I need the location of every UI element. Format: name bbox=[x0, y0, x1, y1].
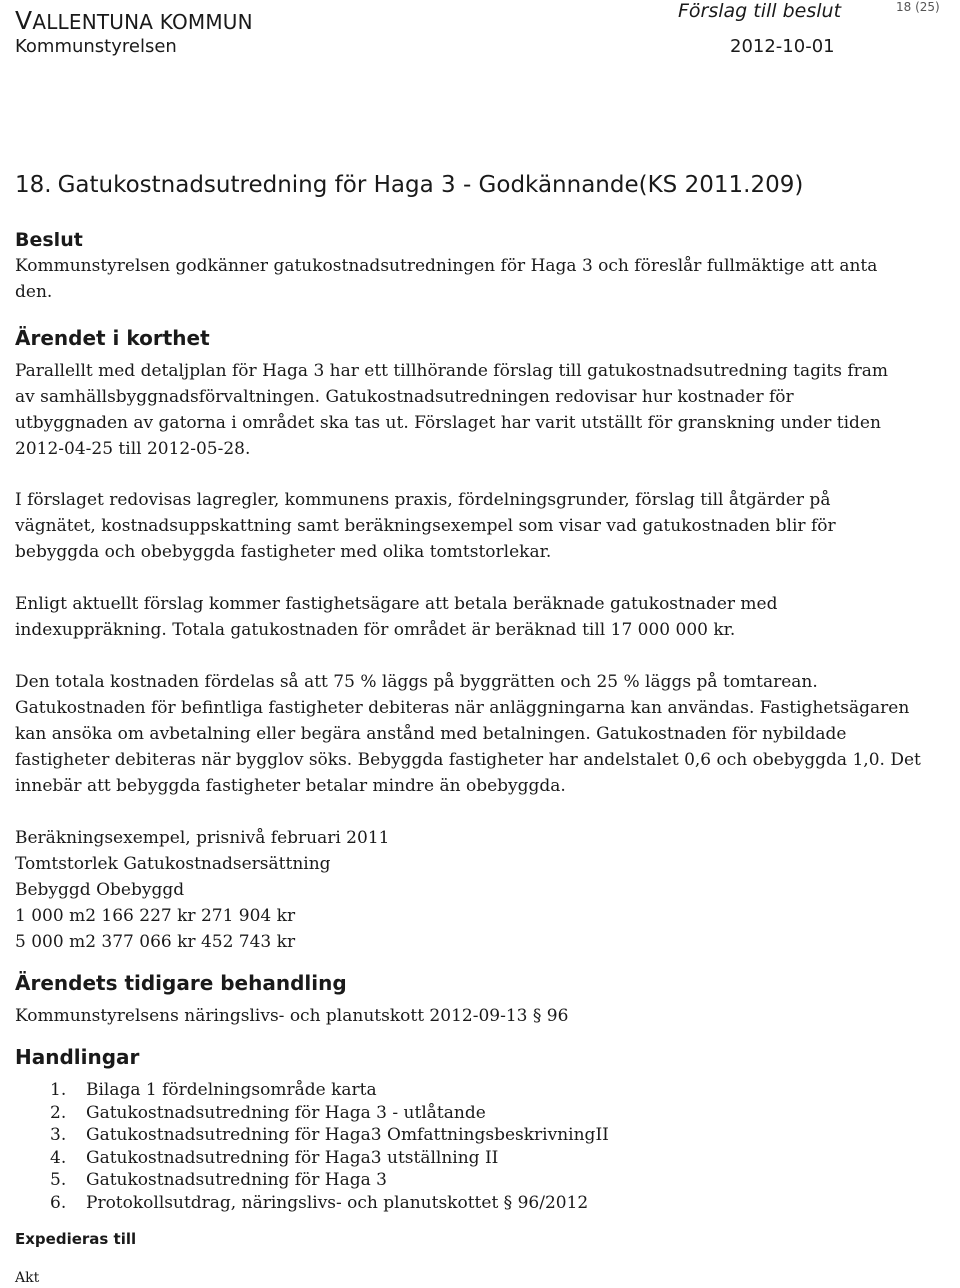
cost-paragraph: Enligt aktuellt förslag kommer fastighetsägare att betala beräknade gatukostnader med indexuppräkning. Totala gatukostnaden för området är beräknad till 17 000 000 kr. bbox=[15, 594, 778, 640]
organization-name: VALLENTUNA KOMMUN bbox=[15, 6, 253, 35]
proposal-paragraph: I förslaget redovisas lagregler, kommunens praxis, fördelningsgrunder, förslag till åtgärder på vägnätet, kostnadsuppskattning samt beräkningsexempel som visar vad gatukostnaden blir för bebyggda och obebyggda fastigheter med olika tomtstorlekar. bbox=[15, 490, 836, 562]
arendet-paragraph: Parallellt med detaljplan för Haga 3 har ett tillhörande förslag till gatukostnadsutredning tagits fram av samhällsbyggnadsförvaltningen. Gatukostnadsutredningen redovisar hur kostnader för utbyggnaden av gatorna i området ska tas ut. Förslaget har varit utställt för granskning under tiden 2012-04-25 till 2012-05-28. bbox=[15, 361, 889, 459]
page-title: 18. Gatukostnadsutredning för Haga 3 - Godkännande(KS 2011.209) bbox=[15, 172, 804, 198]
list-item: 2. Gatukostnadsutredning för Haga 3 - utlåtande bbox=[50, 1102, 486, 1123]
arendet-heading: Ärendet i korthet bbox=[15, 326, 210, 350]
list-item: 6. Protokollsutdrag, näringslivs- och planutskottet § 96/2012 bbox=[50, 1192, 589, 1213]
recipient-akt: Akt bbox=[15, 1270, 40, 1286]
document-date: 2012-10-01 bbox=[730, 36, 835, 57]
tidigare-heading: Ärendets tidigare behandling bbox=[15, 971, 347, 995]
expedieras-heading: Expedieras till bbox=[15, 1230, 137, 1248]
draft-label: Förslag till beslut bbox=[678, 0, 842, 22]
department-name: Kommunstyrelsen bbox=[15, 36, 177, 57]
page-number: 18 (25) bbox=[896, 0, 940, 14]
beslut-text: Kommunstyrelsen godkänner gatukostnadsutredningen för Haga 3 och föreslår fullmäktige att anta den. bbox=[15, 256, 878, 302]
handlingar-heading: Handlingar bbox=[15, 1045, 140, 1069]
calculation-example: Beräkningsexempel, prisnivå februari 2011 Tomtstorlek Gatukostnadsersättning Bebyggd Obebyggd 1 000 m2 166 227 kr 271 904 kr 5 000 m2 377 066 kr 452 743 kr bbox=[15, 828, 390, 952]
distribution-paragraph: Den totala kostnaden fördelas så att 75 % läggs på byggrätten och 25 % läggs på tomtarean. Gatukostnaden för befintliga fastigheter debiteras när anläggningarna kan användas. Fastighetsägaren kan ansöka om avbetalning eller begära anstånd med betalningen. Gatukostnaden för nybildade fastigheter debiteras när bygglov söks. Bebyggda fastigheter har andelstalet 0,6 och obebyggda 1,0. Det innebär att bebyggda fastigheter betalar mindre än obebyggda. bbox=[15, 672, 921, 796]
list-item: 5. Gatukostnadsutredning för Haga 3 bbox=[50, 1170, 388, 1190]
beslut-heading: Beslut bbox=[15, 229, 83, 251]
tidigare-text: Kommunstyrelsens näringslivs- och planutskott 2012-09-13 § 96 bbox=[15, 1006, 569, 1026]
list-item: 1. Bilaga 1 fördelningsområde karta bbox=[50, 1080, 377, 1100]
list-item: 3. Gatukostnadsutredning för Haga3 OmfattningsbeskrivningII bbox=[50, 1125, 609, 1145]
handlingar-list bbox=[50, 1079, 609, 1214]
list-item: 4. Gatukostnadsutredning för Haga3 utställning II bbox=[50, 1147, 499, 1168]
